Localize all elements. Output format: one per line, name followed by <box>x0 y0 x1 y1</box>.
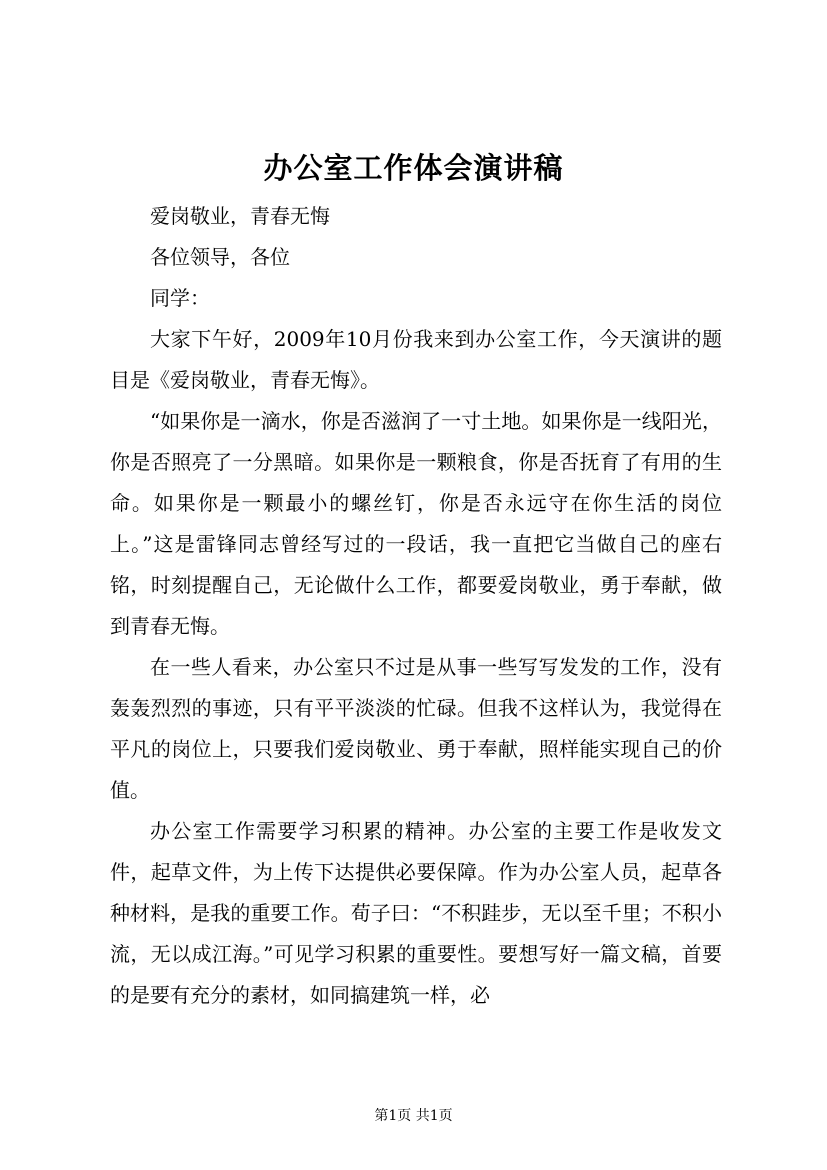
document-title: 办公室工作体会演讲稿 <box>263 151 564 185</box>
paragraph: 同学： <box>150 286 210 310</box>
paragraph: 各位领导，各位 <box>150 245 290 269</box>
paragraph: 爱岗敬业，青春无悔 <box>150 204 330 228</box>
paragraph: 在一些人看来，办公室只不过是从事一些写写发发的工作，没有轰轰烈烈的事迹，只有平平淡淡的忙碌。但我不这样认为，我觉得在平凡的岗位上，只要我们爱岗敬业、勇于奉献，照样能实现自己的价值。 <box>110 655 722 802</box>
paragraph: 办公室工作需要学习积累的精神。办公室的主要工作是收发文件，起草文件，为上传下达提供必要保障。作为办公室人员，起草各种材料，是我的重要工作。荀子曰：“不积跬步，无以至千里；不积小流，无以成江海。”可见学习积累的重要性。要想写好一篇文稿，首要的是要有充分的素材，如同搞建筑一样，必 <box>110 819 722 1007</box>
paragraph: 大家下午好，2009年10月份我来到办公室工作，今天演讲的题目是《爱岗敬业，青春无悔》。 <box>110 327 722 392</box>
page-number-footer: 第1页 共1页 <box>374 1108 453 1124</box>
paragraph: “如果你是一滴水，你是否滋润了一寸土地。如果你是一线阳光，你是否照亮了一分黑暗。如果你是一颗粮食，你是否抚育了有用的生命。如果你是一颗最小的螺丝钉，你是否永远守在你生活的岗位上。”这是雷锋同志曾经写过的一段话，我一直把它当做自己的座右铭，时刻提醒自己，无论做什么工作，都要爱岗敬业，勇于奉献，做到青春无悔。 <box>110 409 722 638</box>
document-body <box>110 196 722 1016</box>
